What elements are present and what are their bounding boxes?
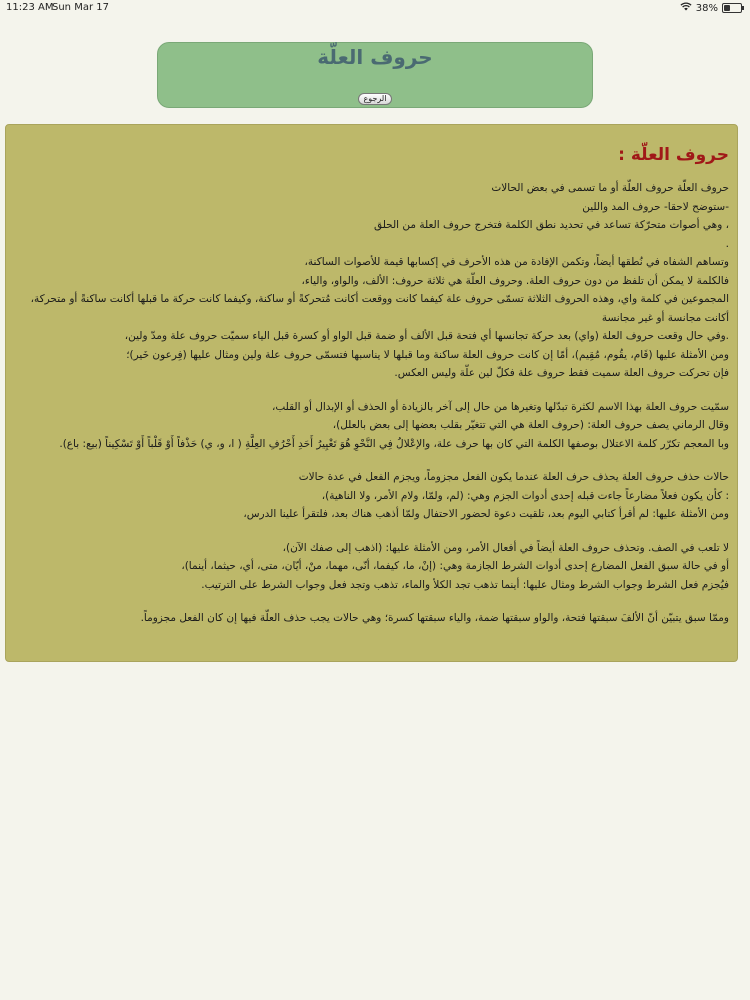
text-line: سمّيت حروف العلة بهذا الاسم لكثرة تبدّلها وتغيرها من حال إلى آخر بالزيادة أو الحذف أو الإبدال أو القلب،	[271, 400, 729, 413]
text-line: أو في حالة سبق الفعل المضارع إحدى أدوات الشرط الجازمة وهي: (إنْ، ما، كيفما، أنّى، مهما، منْ، أيّان، متى، أي، حيثما، أينما)،	[181, 560, 729, 572]
text-line: المجموعين في كلمة واي، وهذه الحروف الثلاثة تسمّى حروف علة كيفما كانت ووقعت أكانت مُتحركةً أو ساكنة، وكيفما كانت حركة ما قبلها أكانت ساكنةً أو متحركة،	[30, 293, 729, 305]
paragraph	[14, 398, 729, 454]
status-indicators	[680, 2, 742, 14]
text-line: حروف العلّة حروف العلّة أو ما تسمى في بعض الحالات	[491, 182, 729, 194]
text-line: فإن تحركت حروف العلة سميت فقط حروف علة فكلّ لين علّة وليس العكس.	[394, 367, 729, 379]
content-panel	[5, 124, 738, 662]
paragraph	[14, 468, 729, 524]
text-line: فيُجزم فعل الشرط وجواب الشرط ومثال عليها: أينما تذهب تجد الكلأ والماء، تذهب وتجد فعل وجواب الشرط على الترتيب.	[201, 578, 729, 591]
header-panel	[157, 42, 593, 108]
text-line: ، وهي أصوات متحرّكة تساعد في تحديد نطق الكلمة فتخرج حروف العلة من الحلق	[373, 219, 729, 231]
text-line: وبا المعجم تكرّر كلمة الاعتلال بوصفها الكلمة التي كان بها حرف علة، والإعْلالُ فِي النَّحْوِ هُوَ تَغْيِيرُ أَحَدِ أَحْرُفِ العِلَّةِ ( ا، و، ي) حَذْفاً أَوْ قَلْباً أَوْ تَسْكِيناً (بيع: باع).	[59, 437, 729, 450]
text-line: .	[725, 237, 729, 250]
text-line: وممّا سبق يتبيّن أنّ الألفَ سبقتها فتحة، والواو سبقتها ضمة، والياء سبقتها كسرة؛ وهي حالات يجب حذف العلّة فيها إن كان الفعل مجزوماً.	[140, 612, 729, 624]
text-line: -ستوضح لاحقا- حروف المد واللين	[582, 200, 729, 213]
battery-fill	[724, 5, 730, 11]
text-line: حالات حذف حروف العلة يحذف حرف العلة عندما يكون الفعل مجزوماً، ويجزم الفعل في عدة حالات	[298, 471, 729, 483]
battery-percent: 38%	[695, 2, 718, 14]
text-line: ومن الأمثلة عليها (قَام، يقُوم، مُقِيم)، أمّا إن كانت حروف العلة ساكنة وما قبلها لا يناسبها فتسمّى حروف علة ولين ومثال عليها (فِرعون خَير)؛	[126, 348, 729, 361]
status-time: 11:23 AM	[6, 2, 54, 13]
status-bar	[0, 0, 750, 16]
paragraph	[14, 179, 729, 383]
text-line: فالكلمة لا يمكن أن تلفظ من دون حروف العلة. وحروف العلّة هي ثلاثة حروف: الألف، والواو، والياء،	[301, 274, 729, 287]
back-button[interactable]: الرجوع	[358, 93, 392, 105]
text-line: وقال الرماني يصف حروف العلة: (حروف العلة هي التي تتغيّر بقلب بعضها إلى بعض بالعلل)،	[332, 419, 729, 431]
battery-icon	[722, 3, 742, 13]
text-line: .وفي حال وقعت حروف العلة (واي) بعد حركة تجانسها أي فتحة قبل الألف أو ضمة قبل الواو أو كسرة قبل الياء سميّت حروف علة ومدّ ولين،	[124, 330, 729, 342]
text-line: أكانت مجانسة أو غير مجانسة	[601, 311, 729, 324]
paragraph	[14, 539, 729, 595]
text-line: لا تلعب في الصف. وتحذف حروف العلة أيضاً في أفعال الأمر، ومن الأمثلة عليها: (اذهب إلى صفك الآن)،	[282, 541, 729, 554]
article-body	[14, 179, 729, 628]
section-heading: حروف العلّة :	[618, 145, 729, 165]
text-line: وتساهم الشفاه في نُطقها أيضاً، وتكمن الإفادة من هذه الأحرف في إكسابها قيمة للأصوات الساكنة،	[304, 256, 729, 268]
text-line: : كأن يكون فعلاً مضارعاً جاءت قبله إحدى أدوات الجزم وهي: (لم، ولمّا، ولام الأمر، ولا الناهية)،	[321, 489, 729, 502]
paragraph	[14, 609, 729, 628]
wifi-icon	[680, 2, 692, 14]
status-date: Sun Mar 17	[52, 2, 109, 13]
page-title: حروف العلّة	[317, 45, 433, 69]
text-line: ومن الأمثلة عليها: لم أقرأ كتابي اليوم بعد، تلقيت دعوة لحضور الاحتفال ولمّا أذهب هناك بعد، فلتقرأ علينا الدرس،	[243, 508, 729, 520]
